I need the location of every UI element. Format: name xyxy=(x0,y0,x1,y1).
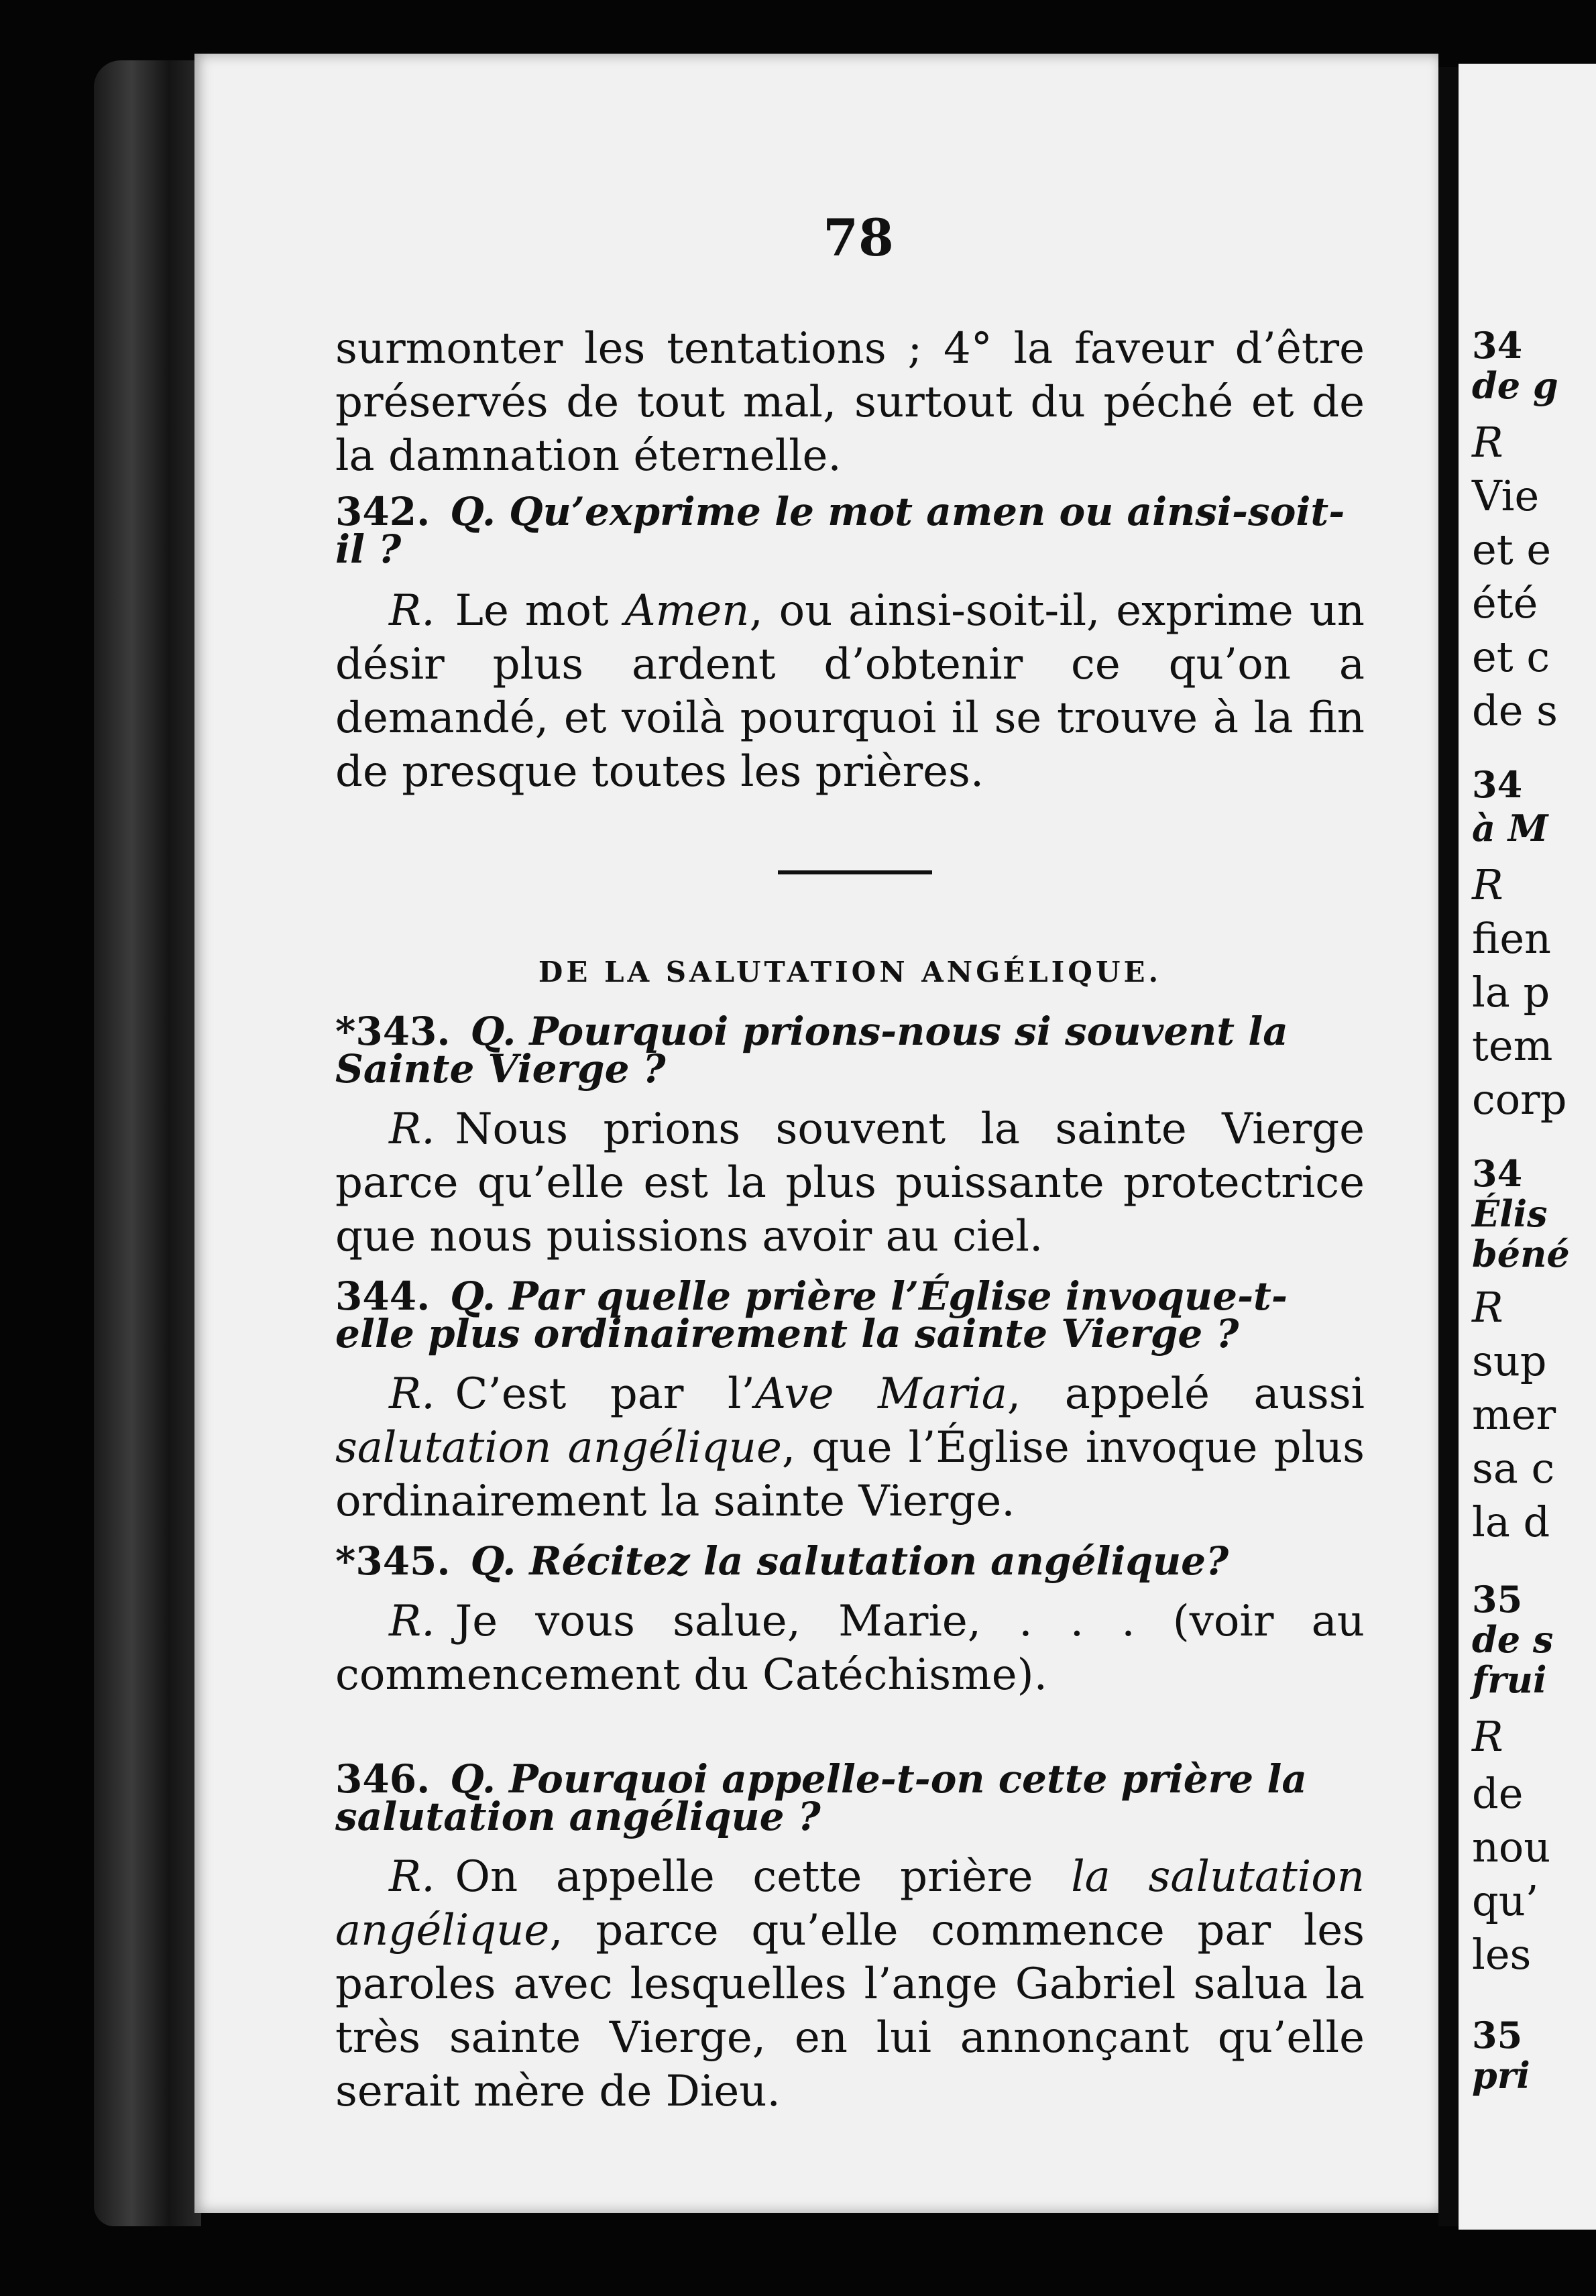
question-345-line xyxy=(335,1538,1365,1584)
answer-342 xyxy=(335,584,1365,799)
right-fragment: de s xyxy=(1472,1618,1554,1661)
right-page-cropped xyxy=(1459,64,1596,2230)
answer-text: Nous prions souvent la sainte Vierge parce qu’elle est la plus puissante protectrice que nous puissions avoir au ciel. xyxy=(335,1104,1365,1261)
right-fragment: frui xyxy=(1472,1658,1547,1701)
answer-label: R. xyxy=(389,1104,435,1154)
right-fragment: qu’ xyxy=(1472,1876,1539,1925)
right-fragment: nou xyxy=(1472,1823,1551,1872)
answer-343 xyxy=(335,1102,1365,1263)
answer-label: R. xyxy=(389,586,435,636)
right-fragment: béné xyxy=(1472,1232,1570,1275)
right-fragment: 35 xyxy=(1472,1578,1523,1621)
section-title: DE LA SALUTATION ANGÉLIQUE. xyxy=(538,956,1162,988)
answer-emphasis: salutation angélique xyxy=(335,1423,782,1473)
answer-344 xyxy=(335,1367,1365,1528)
question-text: Qu’exprime le mot amen ou ainsi-soit-il ? xyxy=(335,489,1345,572)
answer-text: , parce qu’elle commence par les paroles avec lesquelles l’ange Gabriel salua la très sainte Vierge, en lui annonçant qu’elle serait mère de Dieu. xyxy=(335,1906,1365,2116)
right-fragment: de g xyxy=(1472,364,1558,407)
book-page-edges xyxy=(94,60,201,2226)
question-text: Par quelle prière l’Église invoque-t-elle plus ordinairement la sainte Vierge ? xyxy=(335,1273,1288,1357)
answer-345 xyxy=(335,1595,1365,1702)
question-346 xyxy=(335,1756,1365,2118)
answer-text: Je vous salue, Marie, . . . (voir au commencement du Catéchisme). xyxy=(335,1597,1365,1700)
right-fragment: corp xyxy=(1472,1075,1567,1124)
right-fragment: la d xyxy=(1472,1497,1550,1546)
question-346-line xyxy=(335,1756,1365,1839)
question-label: Q. xyxy=(470,1009,516,1054)
right-fragment: et e xyxy=(1472,525,1552,574)
question-label: Q. xyxy=(450,1756,496,1802)
answer-label: R. xyxy=(389,1597,435,1646)
question-342-line xyxy=(335,489,1365,572)
question-345 xyxy=(335,1538,1365,1702)
book-gutter xyxy=(1438,67,1459,2226)
question-number: 344. xyxy=(335,1273,431,1319)
right-fragment: 35 xyxy=(1472,2014,1523,2057)
question-number: 346. xyxy=(335,1756,431,1802)
right-fragment: été xyxy=(1472,579,1538,628)
right-fragment: pri xyxy=(1472,2054,1530,2097)
question-number: *345. xyxy=(335,1538,451,1584)
right-fragment: 34 xyxy=(1472,1152,1523,1195)
right-fragment: à M xyxy=(1472,807,1548,850)
right-fragment: sa c xyxy=(1472,1444,1555,1493)
question-343-line xyxy=(335,1009,1365,1092)
right-fragment: R xyxy=(1472,1712,1503,1761)
question-text: Pourquoi prions-nous si souvent la Sainte Vierge ? xyxy=(335,1009,1288,1092)
answer-emphasis: Ave Maria xyxy=(754,1369,1007,1419)
question-344 xyxy=(335,1273,1365,1528)
answer-text: Le mot xyxy=(455,586,625,636)
answer-text: , que l’Église invoque plus ordinairement la sainte Vierge. xyxy=(335,1423,1365,1526)
right-fragment: Vie xyxy=(1472,471,1540,520)
answer-label: R. xyxy=(389,1852,435,1902)
question-343 xyxy=(335,1009,1365,1263)
right-fragment: R xyxy=(1472,418,1503,467)
right-fragment: fien xyxy=(1472,914,1551,963)
question-number: *343. xyxy=(335,1009,451,1054)
question-label: Q. xyxy=(450,1273,496,1319)
right-fragment: mer xyxy=(1472,1390,1556,1439)
answer-text: , appelé aussi xyxy=(1007,1369,1365,1419)
answer-emphasis: Amen xyxy=(624,586,750,636)
continuation-text: surmonter les tentations ; 4° la faveur d’être préservés de tout mal, surtout du péché et de la damnation éternelle. xyxy=(335,324,1365,481)
question-label: Q. xyxy=(470,1538,516,1584)
question-text: Pourquoi appelle-t-on cette prière la salutation angélique ? xyxy=(335,1756,1307,1839)
answer-text: , ou ainsi-soit-il, exprime un désir plus ardent d’obtenir ce qu’on a demandé, et voilà pourquoi il se trouve à la fin de presque toutes les prières. xyxy=(335,586,1365,797)
right-fragment: les xyxy=(1472,1930,1532,1979)
right-fragment: et c xyxy=(1472,632,1550,681)
answer-emphasis: la salutation angélique xyxy=(335,1852,1365,1955)
right-fragment: sup xyxy=(1472,1336,1547,1385)
answer-label: R. xyxy=(389,1369,435,1419)
right-fragment: R xyxy=(1472,860,1503,909)
right-fragment: la p xyxy=(1472,968,1550,1017)
page-number: 78 xyxy=(823,208,894,268)
question-text: Récitez la salutation angélique? xyxy=(529,1538,1229,1584)
question-number: 342. xyxy=(335,489,431,534)
question-344-line xyxy=(335,1273,1365,1357)
question-label: Q. xyxy=(450,489,496,534)
right-fragment: de xyxy=(1472,1769,1524,1818)
right-fragment: R xyxy=(1472,1283,1503,1332)
answer-346 xyxy=(335,1850,1365,2118)
right-fragment: 34 xyxy=(1472,763,1523,806)
answer-text: On appelle cette prière xyxy=(455,1852,1072,1902)
continuation-block xyxy=(335,322,1365,483)
question-342 xyxy=(335,489,1365,799)
right-fragment: de s xyxy=(1472,686,1558,735)
right-fragment: tem xyxy=(1472,1021,1553,1070)
right-fragment: Élis xyxy=(1472,1192,1548,1235)
right-fragment: 34 xyxy=(1472,324,1523,367)
section-divider xyxy=(778,870,932,874)
answer-text: C’est par l’ xyxy=(455,1369,755,1419)
